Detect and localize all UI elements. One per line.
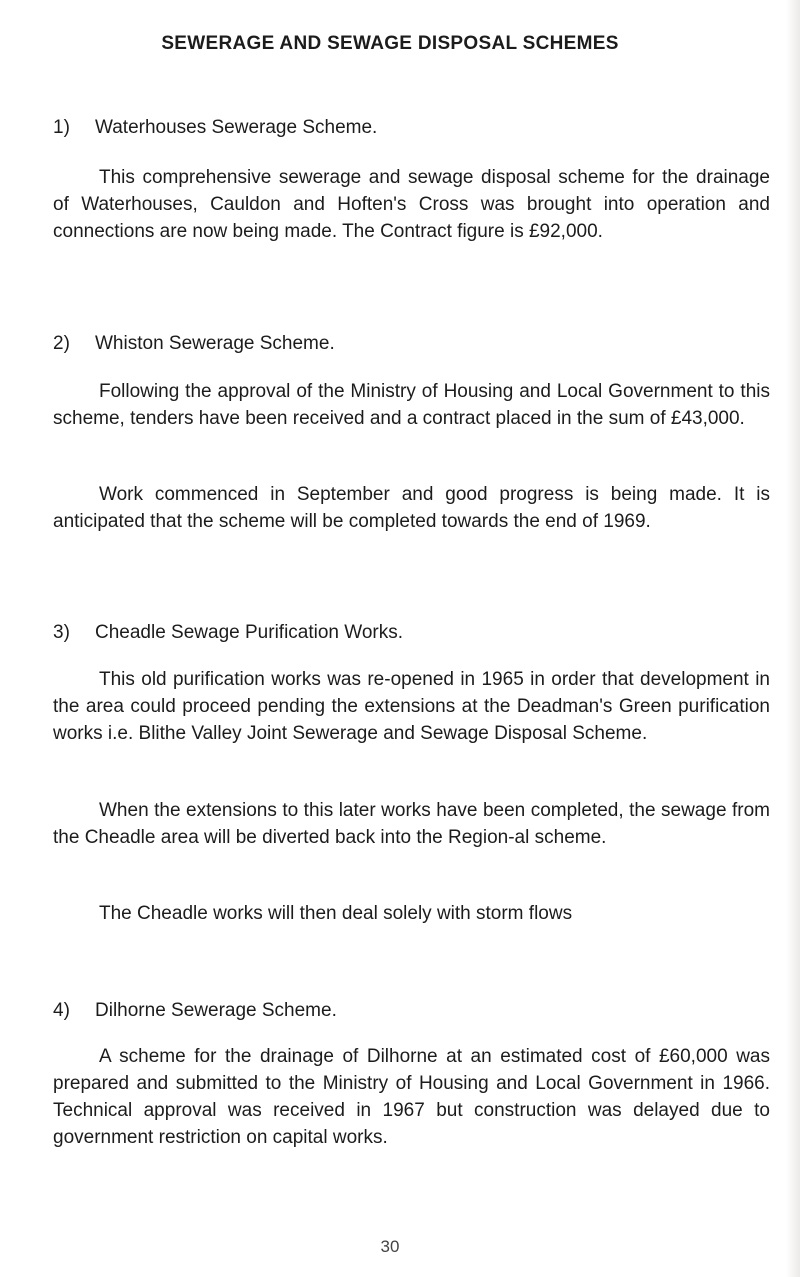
section-heading-whiston [53,333,335,355]
paragraph: When the extensions to this later works have been completed, the sewage from the Cheadle area will be diverted back into the Region-al scheme. [53,800,770,848]
section-number: 1) [53,117,70,138]
section-heading-dilhorne [53,1000,337,1022]
section-number: 2) [53,333,70,354]
section-heading-waterhouses [53,117,377,139]
section-title: Whiston Sewerage Scheme. [95,333,335,354]
paragraph: A scheme for the drainage of Dilhorne at an estimated cost of £60,000 was prepared and submitted to the Ministry of Housing and Local Government in 1966. Technical approval was received in 1967 but construction was delayed due to government restriction on capital works. [53,1046,770,1148]
paragraph: The Cheadle works will then deal solely with storm flows [99,903,573,924]
page-edge-shadow [786,0,800,1277]
page-title: SEWERAGE AND SEWAGE DISPOSAL SCHEMES [161,33,619,54]
paragraph: Work commenced in September and good progress is being made. It is anticipated that the scheme will be completed towards the end of 1969. [53,484,770,532]
section-title: Dilhorne Sewerage Scheme. [95,1000,337,1021]
section-number: 4) [53,1000,70,1021]
paragraph: This comprehensive sewerage and sewage disposal scheme for the drainage of Waterhouses, Cauldon and Hoften's Cross was brought into operation and connections are now being made. The Contract figure is £92,000. [53,167,770,242]
section-title: Waterhouses Sewerage Scheme. [95,117,378,138]
section-title: Cheadle Sewage Purification Works. [95,622,404,643]
section-number: 3) [53,622,70,643]
section-heading-cheadle [53,622,403,644]
page-number: 30 [380,1237,400,1256]
paragraph: Following the approval of the Ministry of Housing and Local Government to this scheme, tenders have been received and a contract placed in the sum of £43,000. [53,381,770,429]
paragraph: This old purification works was re-opened in 1965 in order that development in the area could proceed pending the extensions at the Deadman's Green purification works i.e. Blithe Valley Joint Sewerage and Sewage Disposal Scheme. [53,669,770,744]
